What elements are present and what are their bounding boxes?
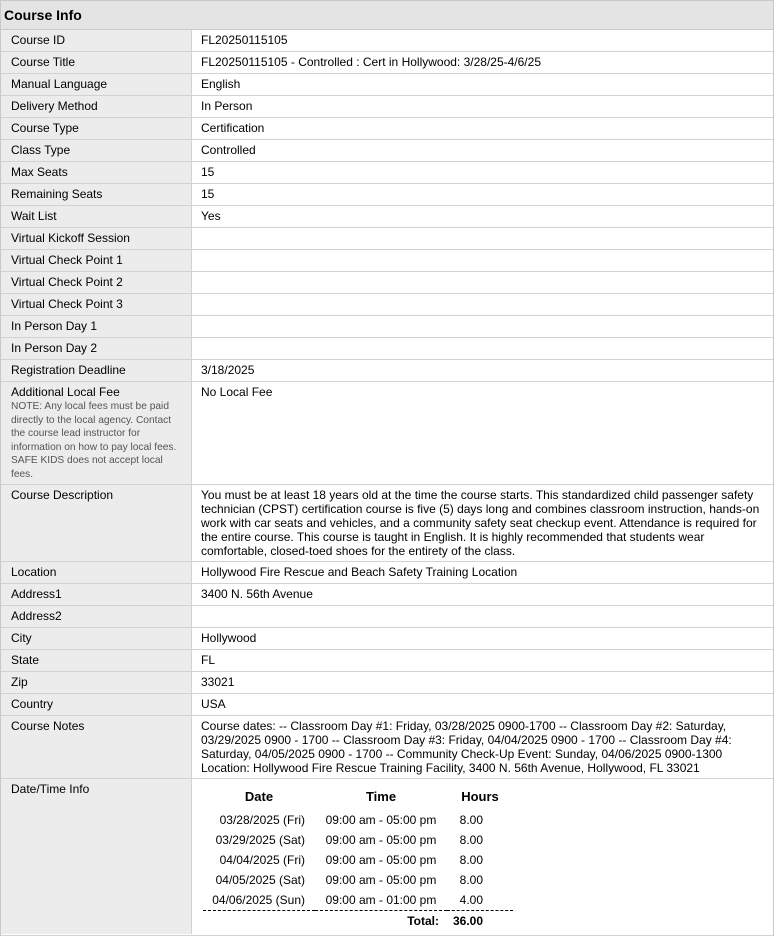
schedule-total-row	[203, 910, 513, 932]
info-row-course-id	[1, 30, 773, 52]
local-fee-note: NOTE: Any local fees must be paid directly to the local agency. Contact the course lead instructor for information on how to pay local fees. SAFE KIDS does not accept local fees.	[11, 401, 177, 480]
course-notes-value: Course dates: -- Classroom Day #1: Friday, 03/28/2025 0900-1700 -- Classroom Day #2: Saturday, 03/29/2025 0900 - 1700 -- Classroom Day #3: Friday, 04/04/2025 0900 - 1700 -- Classroom Day #4: Saturday, 04/05/2025 0900 - 1700 -- Community Check-Up Event: Sunday, 04/06/2025 0900-1300 Location: Hollywood Fire Rescue Training Facility, 3400 N. 56th Avenue, Hollywood, FL 33021	[192, 716, 773, 778]
info-row-country	[1, 694, 773, 716]
session-time: 09:00 am - 05:00 pm	[325, 813, 437, 827]
row-value: Controlled	[192, 140, 773, 161]
row-label: State	[1, 650, 192, 671]
info-row-course-title	[1, 52, 773, 74]
row-value	[192, 272, 773, 293]
info-row-delivery-method	[1, 96, 773, 118]
row-label	[1, 382, 192, 484]
info-row-state	[1, 650, 773, 672]
row-label: Country	[1, 694, 192, 715]
row-label: Course Title	[1, 52, 192, 73]
schedule-row	[203, 870, 513, 890]
schedule-header-row	[203, 788, 513, 810]
schedule-row	[203, 810, 513, 830]
schedule-row	[203, 850, 513, 870]
info-row-in-person-day-1	[1, 316, 773, 338]
row-value: FL20250115105 - Controlled : Cert in Hollywood: 3/28/25-4/6/25	[192, 52, 773, 73]
row-label: Remaining Seats	[1, 184, 192, 205]
total-value: 36.00	[447, 910, 513, 932]
session-time: 09:00 am - 01:00 pm	[325, 892, 437, 907]
info-row-address2	[1, 606, 773, 628]
row-value: Yes	[192, 206, 773, 227]
row-label: Manual Language	[1, 74, 192, 95]
row-label: Date/Time Info	[1, 779, 192, 934]
info-row-wait-list	[1, 206, 773, 228]
time-header: Time	[365, 789, 397, 804]
session-hours: 8.00	[459, 813, 483, 827]
row-value: 33021	[192, 672, 773, 693]
hours-header: Hours	[461, 789, 499, 804]
row-label: Virtual Check Point 3	[1, 294, 192, 315]
row-label: Course Type	[1, 118, 192, 139]
session-date: 04/05/2025 (Sat)	[215, 873, 305, 887]
row-label: In Person Day 1	[1, 316, 192, 337]
row-value: 3400 N. 56th Avenue	[192, 584, 773, 605]
info-row-registration-deadline	[1, 360, 773, 382]
row-value: FL	[192, 650, 773, 671]
row-label: Registration Deadline	[1, 360, 192, 381]
row-label: In Person Day 2	[1, 338, 192, 359]
row-value	[192, 316, 773, 337]
session-time: 09:00 am - 05:00 pm	[325, 853, 437, 867]
info-row-in-person-day-2	[1, 338, 773, 360]
row-value: 3/18/2025	[192, 360, 773, 381]
info-row-datetime	[1, 779, 773, 936]
row-value: 15	[192, 184, 773, 205]
session-date: 03/29/2025 (Sat)	[215, 833, 305, 847]
row-label: Course Notes	[1, 716, 192, 778]
row-value	[192, 228, 773, 249]
info-row-course-notes	[1, 716, 773, 779]
row-label: Class Type	[1, 140, 192, 161]
row-label: Course Description	[1, 485, 192, 561]
total-label: Total:	[315, 910, 447, 932]
course-description-value: You must be at least 18 years old at the time the course starts. This standardized child passenger safety technician (CPST) certification course is five (5) days long and combines classroom instruction, hands-on work with car seats and vehicles, and a community safety seat checkup event. Attendance is required for the entire course. This course is taught in English. It is highly recommended that students wear comfortable, closed-toed shoes for the entirety of the class.	[192, 485, 773, 561]
row-value: 15	[192, 162, 773, 183]
panel-title: Course Info	[1, 1, 773, 30]
row-value	[192, 338, 773, 359]
info-row-address1	[1, 584, 773, 606]
row-value: FL20250115105	[192, 30, 773, 51]
row-label: City	[1, 628, 192, 649]
info-row-course-type	[1, 118, 773, 140]
session-hours: 4.00	[459, 892, 483, 907]
date-header: Date	[244, 789, 274, 804]
row-label: Virtual Kickoff Session	[1, 228, 192, 249]
local-fee-label: Additional Local Fee	[11, 385, 120, 399]
row-value: English	[192, 74, 773, 95]
info-row-course-description	[1, 485, 773, 562]
row-value: Certification	[192, 118, 773, 139]
row-label: Course ID	[1, 30, 192, 51]
info-row-max-seats	[1, 162, 773, 184]
info-row-manual-language	[1, 74, 773, 96]
info-row-virtual-check-point-2	[1, 272, 773, 294]
row-value: Hollywood	[192, 628, 773, 649]
row-label: Virtual Check Point 1	[1, 250, 192, 271]
info-row-virtual-check-point-3	[1, 294, 773, 316]
row-value	[192, 606, 773, 627]
session-hours: 8.00	[459, 873, 483, 887]
session-date: 04/06/2025 (Sun)	[212, 892, 305, 907]
row-value: Hollywood Fire Rescue and Beach Safety Training Location	[192, 562, 773, 583]
session-time: 09:00 am - 05:00 pm	[325, 873, 437, 887]
row-label: Virtual Check Point 2	[1, 272, 192, 293]
info-row-local-fee	[1, 382, 773, 485]
row-value	[192, 294, 773, 315]
row-label: Address1	[1, 584, 192, 605]
schedule-body	[203, 810, 513, 910]
info-row-class-type	[1, 140, 773, 162]
info-row-zip	[1, 672, 773, 694]
location-rows	[1, 562, 773, 716]
session-time: 09:00 am - 05:00 pm	[325, 833, 437, 847]
row-label: Wait List	[1, 206, 192, 227]
schedule-row	[203, 890, 513, 910]
schedule-row	[203, 830, 513, 850]
session-hours: 8.00	[459, 833, 483, 847]
info-row-virtual-check-point-1	[1, 250, 773, 272]
info-row-location	[1, 562, 773, 584]
row-label: Zip	[1, 672, 192, 693]
session-hours: 8.00	[459, 853, 483, 867]
schedule-table	[203, 788, 513, 932]
row-value: USA	[192, 694, 773, 715]
datetime-value	[192, 779, 773, 935]
row-label: Max Seats	[1, 162, 192, 183]
info-row-city	[1, 628, 773, 650]
info-row-virtual-kickoff-session	[1, 228, 773, 250]
course-info-rows	[1, 30, 773, 382]
info-row-remaining-seats	[1, 184, 773, 206]
row-label: Delivery Method	[1, 96, 192, 117]
row-value: In Person	[192, 96, 773, 117]
session-date: 04/04/2025 (Fri)	[219, 853, 305, 867]
local-fee-value: No Local Fee	[192, 382, 773, 484]
session-date: 03/28/2025 (Fri)	[219, 813, 305, 827]
row-value	[192, 250, 773, 271]
row-label: Address2	[1, 606, 192, 627]
row-label: Location	[1, 562, 192, 583]
